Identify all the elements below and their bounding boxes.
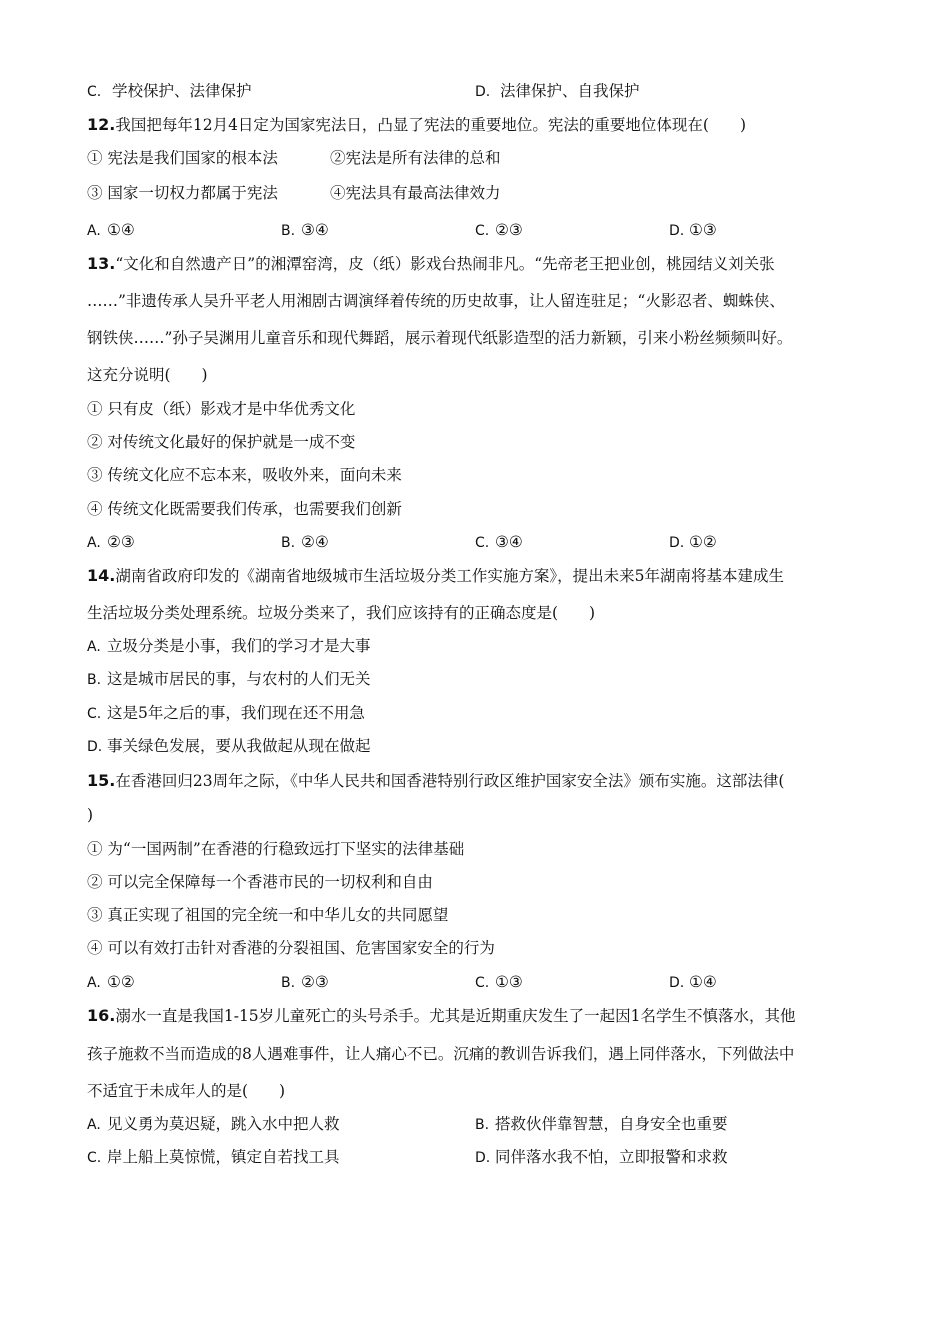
option-text: 岸上船上莫惊慌，镇定自若找工具 (107, 1148, 340, 1166)
statement-2: ②宪法是所有法律的总和 (330, 149, 501, 167)
question-text: 湖南省政府印发的《湖南省地级城市生活垃圾分类工作实施方案》，提出未来5年湖南将基本建成生 (115, 567, 784, 585)
option-text: 事关绿色发展，要从我做起从现在做起 (107, 737, 371, 755)
q13-statement-4: ④ 传统文化既需要我们传承，也需要我们创新 (87, 500, 402, 518)
q14-line-2: 生活垃圾分类处理系统。垃圾分类来了，我们应该持有的正确态度是( ) (87, 604, 596, 622)
q16-option-b (475, 1114, 728, 1135)
option-key: D. (475, 84, 491, 100)
option-key: D. (669, 223, 685, 239)
question-number: 15. (87, 771, 116, 790)
statement-1: ① 宪法是我们国家的根本法 (87, 149, 278, 167)
option-text: ①② (107, 973, 135, 991)
q13-option-d (669, 532, 717, 553)
option-text: 这是城市居民的事，与农村的人们无关 (107, 670, 371, 688)
q16-line-2: 孩子施救不当而造成的8人遇难事件，让人痛心不已。沉痛的教训告诉我们，遇上同伴落水，下列做法中 (87, 1045, 795, 1063)
q13-line-2: ……”非遗传承人吴升平老人用湘剧古调演绎着传统的历史故事，让人留连驻足；“火影忍者、蜘蛛侠、 (87, 292, 785, 310)
q12-option-d (669, 220, 717, 241)
q13-option-c (475, 532, 523, 553)
q13-statement-2: ② 对传统文化最好的保护就是一成不变 (87, 433, 356, 451)
option-key: A. (87, 639, 101, 655)
q12-option-b (281, 220, 329, 241)
q15-option-d (669, 972, 717, 993)
option-key: D. (669, 535, 685, 551)
option-key: D. (669, 975, 685, 991)
option-text: ①③ (495, 973, 523, 991)
question-text: 溺水一直是我国1-15岁儿童死亡的头号杀手。尤其是近期重庆发生了一起因1名学生不慎落水，其他 (115, 1007, 796, 1025)
option-text: 同伴落水我不怕，立即报警和求救 (495, 1148, 728, 1166)
option-key: A. (87, 535, 101, 551)
statement-3: ③ 国家一切权力都属于宪法 (87, 184, 278, 202)
q12-option-a (87, 220, 135, 241)
q16-line-3: 不适宜于未成年人的是( ) (87, 1082, 286, 1100)
q13-statement-1: ① 只有皮（纸）影戏才是中华优秀文化 (87, 400, 356, 418)
option-text: ②③ (301, 973, 329, 991)
option-key: C. (87, 84, 102, 100)
option-text: ②③ (495, 221, 523, 239)
q14-line-1 (87, 566, 784, 586)
q16-option-d (475, 1147, 728, 1168)
q13-line-1 (87, 254, 775, 274)
option-text: 搭救伙伴靠智慧，自身安全也重要 (495, 1115, 728, 1133)
option-key: B. (281, 535, 296, 551)
prev-option-c (87, 81, 251, 102)
option-text: ③④ (301, 221, 329, 239)
option-key: C. (475, 975, 490, 991)
option-key: B. (281, 975, 296, 991)
q13-statement-3: ③ 传统文化应不忘本来，吸收外来，面向未来 (87, 466, 402, 484)
option-key: C. (87, 1150, 102, 1166)
q14-option-b (87, 669, 371, 690)
option-text: ①④ (107, 221, 135, 239)
option-text: ③④ (495, 533, 523, 551)
question-text: “文化和自然遗产日”的湘潭窑湾，皮（纸）影戏台热闹非凡。“先帝老王把业创，桃园结义刘关张 (115, 255, 775, 273)
option-text: 学校保护、法律保护 (111, 82, 252, 100)
option-text: 见义勇为莫迟疑，跳入水中把人救 (107, 1115, 340, 1133)
option-text: ②③ (107, 533, 135, 551)
option-key: B. (475, 1117, 490, 1133)
prev-option-d (475, 81, 639, 102)
option-text: 立圾分类是小事，我们的学习才是大事 (107, 637, 371, 655)
q12-option-c (475, 220, 523, 241)
option-text: 这是5年之后的事，我们现在还不用急 (107, 704, 365, 722)
q12-statements-row1 (87, 148, 501, 168)
question-number: 14. (87, 566, 116, 585)
option-key: A. (87, 975, 101, 991)
option-key: A. (87, 1117, 101, 1133)
question-text: 在香港回归23周年之际，《中华人民共和国香港特别行政区维护国家安全法》颁布实施。这部法律( (115, 772, 785, 790)
q14-option-a (87, 636, 371, 657)
q15-option-b (281, 972, 329, 993)
q16-line-1 (87, 1006, 796, 1026)
option-key: D. (475, 1150, 491, 1166)
q15-statement-2: ② 可以完全保障每一个香港市民的一切权利和自由 (87, 873, 433, 891)
option-key: B. (87, 672, 102, 688)
q15-line-1 (87, 771, 784, 791)
q14-option-c (87, 703, 365, 724)
q15-statement-3: ③ 真正实现了祖国的完全统一和中华儿女的共同愿望 (87, 906, 449, 924)
option-key: C. (475, 535, 490, 551)
q15-option-c (475, 972, 523, 993)
q15-statement-1: ① 为“一国两制”在香港的行稳致远打下坚实的法律基础 (87, 840, 465, 858)
question-number: 16. (87, 1006, 116, 1025)
q14-option-d (87, 736, 371, 757)
option-key: A. (87, 223, 101, 239)
q16-option-c (87, 1147, 340, 1168)
q15-statement-4: ④ 可以有效打击针对香港的分裂祖国、危害国家安全的行为 (87, 939, 495, 957)
question-number: 13. (87, 254, 116, 273)
question-number: 12. (87, 115, 116, 134)
question-text: 我国把每年12月4日定为国家宪法日，凸显了宪法的重要地位。宪法的重要地位体现在( ) (115, 116, 747, 134)
option-text: 法律保护、自我保护 (499, 82, 640, 100)
q12-stem (87, 115, 746, 135)
statement-4: ④宪法具有最高法律效力 (330, 184, 501, 202)
q16-option-a (87, 1114, 340, 1135)
q13-line-4: 这充分说明( ) (87, 366, 208, 384)
option-key: C. (475, 223, 490, 239)
option-key: D. (87, 739, 103, 755)
option-text: ①④ (689, 973, 717, 991)
option-text: ②④ (301, 533, 329, 551)
q13-option-a (87, 532, 135, 553)
option-key: C. (87, 706, 102, 722)
q15-line-2: ) (87, 806, 94, 824)
option-key: B. (281, 223, 296, 239)
q13-line-3: 钢铁侠……”孙子吴渊用儿童音乐和现代舞蹈，展示着现代纸影造型的活力新颖，引来小粉丝频频叫好。 (87, 329, 793, 347)
option-text: ①③ (689, 221, 717, 239)
q12-statements-row2 (87, 183, 501, 203)
q15-option-a (87, 972, 135, 993)
option-text: ①② (689, 533, 717, 551)
q13-option-b (281, 532, 329, 553)
